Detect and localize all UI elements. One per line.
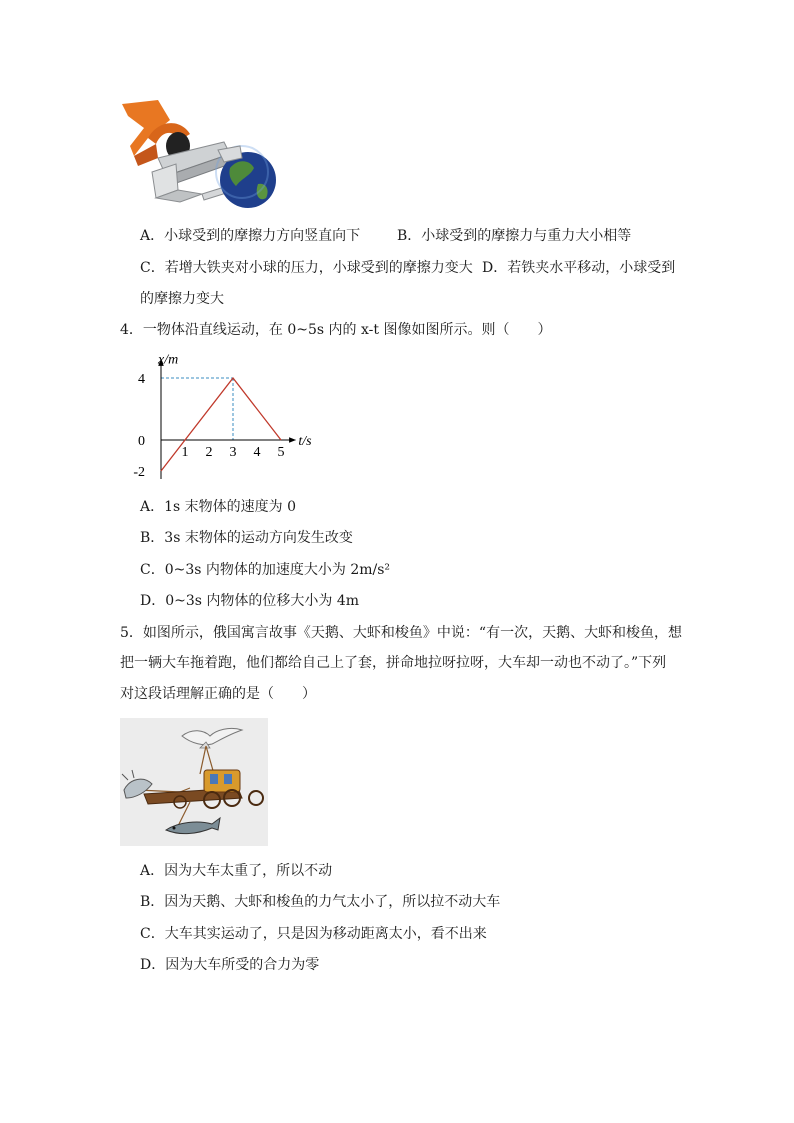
q5-stem-line3: 对这段话理解正确的是（ ） <box>120 686 316 702</box>
clamp-globe-illustration <box>118 98 278 216</box>
q4-option-c: C．0~3s 内物体的加速度大小为 2m/s² <box>140 562 391 578</box>
xt-graph <box>112 350 312 490</box>
q4-option-b: B．3s 末物体的运动方向发生改变 <box>140 530 353 546</box>
x-tick-label: 1 <box>181 445 189 460</box>
x-tick-label: 4 <box>253 445 261 460</box>
q5-option-c: C．大车其实运动了，只是因为移动距离太小，看不出来 <box>140 926 487 942</box>
q4-option-a: A．1s 末物体的速度为 0 <box>140 499 297 515</box>
q4-option-d: D．0~3s 内物体的位移大小为 4m <box>140 593 360 609</box>
q3-option-c: C．若增大铁夹对小球的压力，小球受到的摩擦力变大 <box>140 260 473 276</box>
q3-option-a: A．小球受到的摩擦力方向竖直向下 <box>140 228 361 244</box>
q3-option-d-continued: 的摩擦力变大 <box>140 291 224 307</box>
x-tick-label: 3 <box>229 445 237 460</box>
x-axis-label: t/s <box>298 434 312 449</box>
q4-stem: 4．一物体沿直线运动，在 0~5s 内的 x-t 图像如图所示。则（ ） <box>120 322 552 338</box>
y-axis-label: x/m <box>158 352 179 368</box>
x-tick-label: 2 <box>205 445 213 460</box>
y-tick-label: 4 <box>138 372 145 387</box>
q3-option-b: B．小球受到的摩擦力与重力大小相等 <box>397 228 632 244</box>
y-tick-label: -2 <box>133 465 145 480</box>
fable-cart-illustration <box>120 718 268 846</box>
q5-stem-line1: 5．如图所示，俄国寓言故事《天鹅、大虾和梭鱼》中说：“有一次，天鹅、大虾和梭鱼，想 <box>120 625 683 641</box>
y-tick-label: 0 <box>138 434 145 449</box>
q5-option-d: D．因为大车所受的合力为零 <box>140 957 320 973</box>
q5-option-b: B．因为天鹅、大虾和梭鱼的力气太小了，所以拉不动大车 <box>140 894 501 910</box>
q5-option-a: A．因为大车太重了，所以不动 <box>140 863 333 879</box>
q5-stem-line2: 把一辆大车拖着跑，他们都给自己上了套，拼命地拉呀拉呀，大车却一动也不动了。”下列 <box>120 655 667 671</box>
q3-option-d: D．若铁夹水平移动，小球受到 <box>482 260 676 276</box>
x-tick-label: 5 <box>277 445 285 460</box>
series-line <box>161 378 281 471</box>
